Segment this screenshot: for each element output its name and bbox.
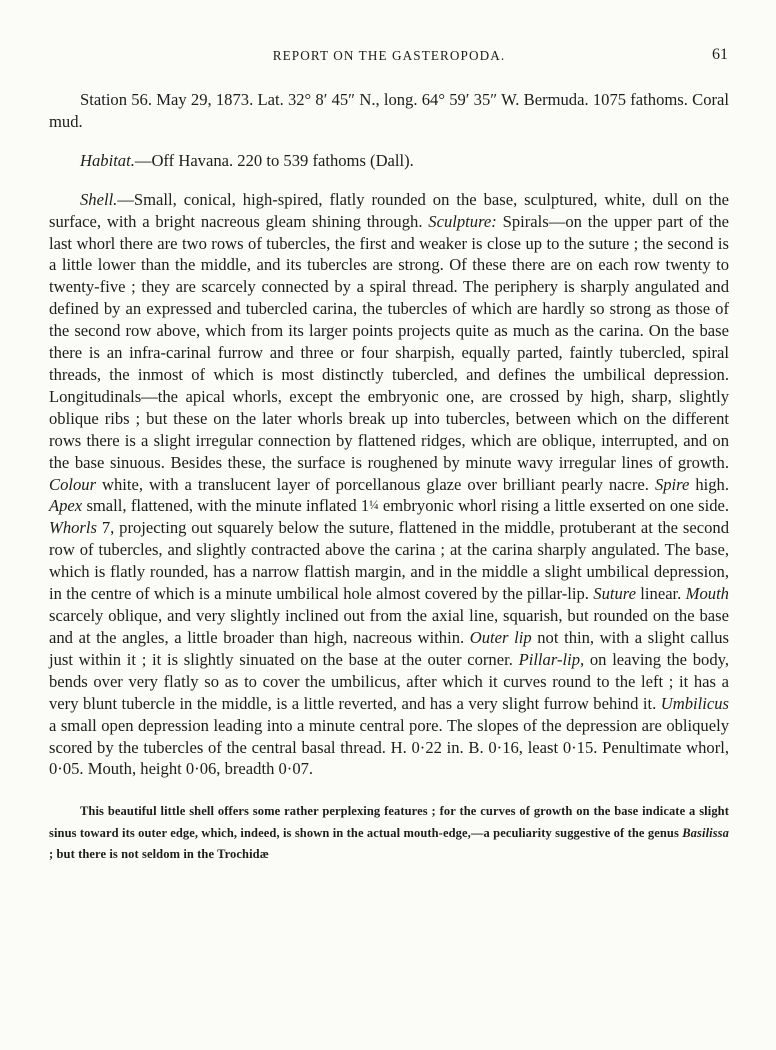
shell-text-3: white, with a translucent layer of porcellanous glaze over brilliant pearly nacre. [96, 474, 649, 494]
shell-text-6: 7, projecting out squarely below the suture, flattened in the middle, protuberant at the second row of tubercles, and slightly contracted above the carina ; at the carina sharply angulated. The base, which is flatly rounded, has a narrow flattish margin, and in the middle a slight umbilical depression, in the centre of which is a minute umbilical hole almost covered by the pillar-lip. [49, 518, 729, 604]
shell-text-2: Spirals—on the upper part of the last whorl there are two rows of tubercles, the first and weaker is close up to the suture ; the second is a little lower than the middle, and its tubercles are strong. Of these there are on each row twenty to twenty-five ; they are scarcely connected by a spiral thread. The periphery is sharply angulated and defined by an expressed and tubercled carina, the tubercles of which are hardly so strong as those of the second row above, which from its larger points projects quite as much as the carina. On the base there is an infra-carinal furrow and three or four sharpish, equally parted, faintly tubercled, spiral threads, the inmost of which is most distinctly tubercled, and defines the umbilical depression. Longitudinals—the apical whorls, except the embryonic one, are crossed by high, sharp, slightly oblique ribs ; but these on the later whorls break up into tubercles, between which on the different rows there is a slight irregular connection by flattened ridges, which are oblique, interrupted, and on the base sinuous. Besides these, the surface is roughened by minute wavy irregular lines of growth. [49, 211, 729, 472]
habitat-paragraph [49, 150, 729, 172]
shell-description [49, 189, 729, 781]
shell-text-10: on leaving the body, bends over very flatly so as to cover the umbilicus, after which it curves round to the left ; it has a very blunt tubercle in the middle, is a little reverted, and has a very slight furrow behind it. [49, 649, 729, 713]
page-number: 61 [712, 46, 728, 63]
running-title: REPORT ON THE GASTEROPODA. [272, 48, 506, 63]
mouth-label: Mouth [685, 584, 729, 604]
shell-text-8: scarcely oblique, and very slightly inclined out from the axial line, squarish, but rounded on the base and at the angles, a little broader than high, nacreous within. [49, 606, 729, 647]
apex-label: Apex [49, 496, 83, 516]
running-header [49, 46, 729, 68]
shell-text-4: high. [689, 474, 729, 494]
main-text [49, 89, 729, 780]
shell-text-7: linear. [635, 584, 682, 604]
whorl-fraction: ¼ [369, 498, 379, 513]
sculpture-label: Sculpture: [428, 211, 497, 231]
note-text-1: This beautiful little shell offers some rather perplexing features ; for the curves of growth on the base indicate a slight sinus toward its outer edge, which, indeed, is shown in the actual mouth-edge,—a peculiarity suggestive of the genus [49, 804, 729, 840]
suture-label: Suture [593, 584, 636, 604]
outer-lip-label: Outer lip [469, 627, 532, 647]
pillar-lip-label: Pillar-lip, [518, 649, 585, 669]
shell-text-9: not thin, with a slight callus just within it ; it is slightly sinuated on the base at the outer corner. [49, 627, 729, 669]
spire-label: Spire [654, 474, 690, 494]
genus-name: Basilissa [682, 825, 729, 840]
note-text-2: ; but there is not seldom in the Trochidæ [49, 847, 269, 862]
whorls-label: Whorls [49, 518, 97, 538]
habitat-label: Habitat. [80, 150, 135, 170]
station-paragraph: Station 56. May 29, 1873. Lat. 32° 8′ 45″ N., long. 64° 59′ 35″ W. Bermuda. 1075 fathoms. Coral mud. [49, 90, 729, 131]
shell-text-1: —Small, conical, high-spired, flatly rounded on the base, sculptured, white, dull on the surface, with a bright nacreous gleam shining through. [49, 189, 729, 231]
umbilicus-label: Umbilicus [660, 693, 729, 713]
habitat-text: —Off Havana. 220 to 539 fathoms (Dall). [134, 150, 414, 170]
small-print-note [49, 801, 729, 865]
shell-text-5a: small, flattened, with the minute inflated 1 [82, 496, 370, 516]
colour-label: Colour [49, 474, 97, 494]
shell-text-5b: embryonic whorl rising a little exserted on one side. [378, 496, 729, 516]
shell-text-11: a small open depression leading into a minute central pore. The slopes of the depression are obliquely scored by the tubercles of the central basal thread. H. 0·22 in. B. 0·16, least 0·15. Penultimate whorl, 0·05. Mouth, height 0·06, breadth 0·07. [49, 715, 729, 779]
shell-label: Shell. [80, 189, 118, 209]
